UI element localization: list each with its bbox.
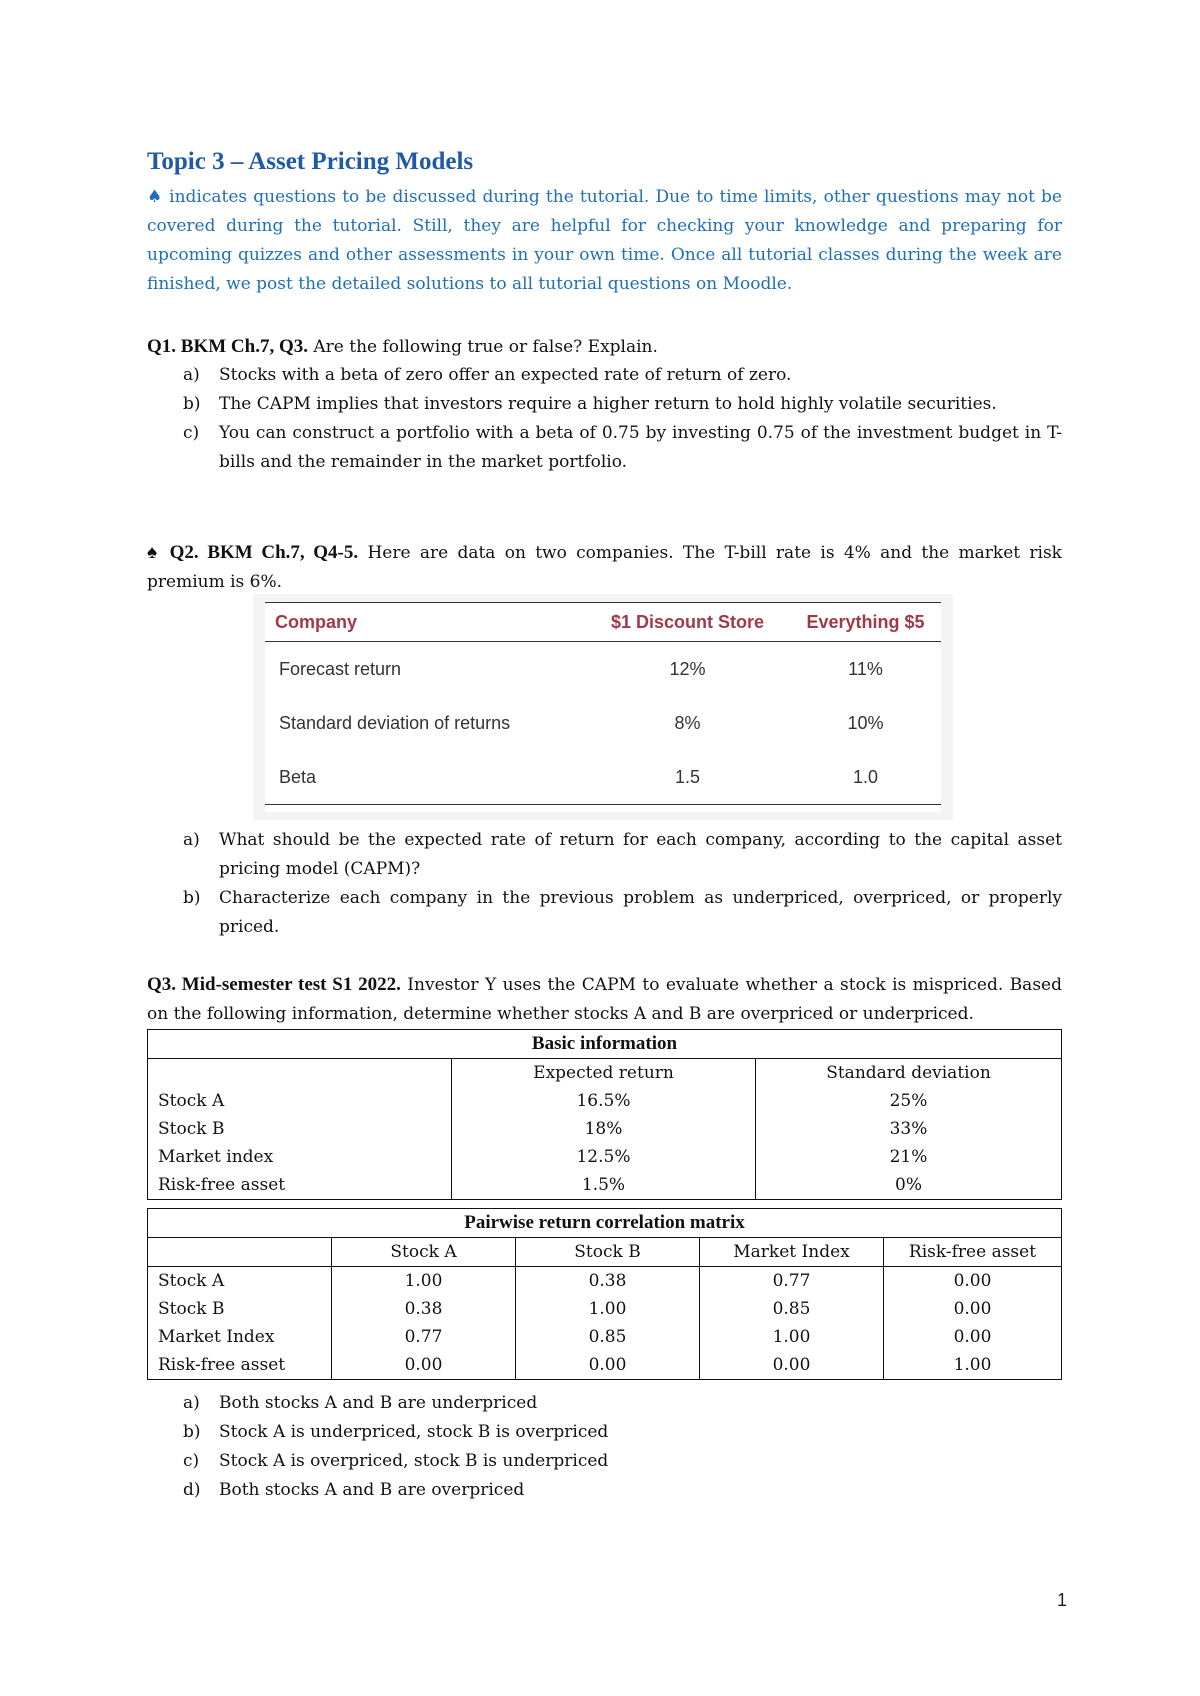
table-row: Risk-free asset 0.00 0.00 0.00 1.00 <box>148 1351 1062 1380</box>
list-item: d) Both stocks A and B are overpriced <box>183 1480 525 1500</box>
table-header-row: Stock A Stock B Market Index Risk-free asset <box>148 1238 1062 1267</box>
list-item: b) Characterize each company in the previous problem as underpriced, overpriced, or properly priced. <box>183 888 1062 937</box>
company-data-table <box>253 594 953 820</box>
list-item: a) Both stocks A and B are underpriced <box>183 1393 538 1413</box>
table-title: Basic information <box>148 1030 1062 1059</box>
table-row: Stock A 1.00 0.38 0.77 0.00 <box>148 1267 1062 1296</box>
page-number: 1 <box>1056 1590 1067 1610</box>
list-item: c) You can construct a portfolio with a beta of 0.75 by investing 0.75 of the investment budget in T-bills and the remainder in the market portfolio. <box>183 423 1062 472</box>
table-row: Risk-free asset 1.5% 0% <box>148 1171 1062 1200</box>
q3-options <box>183 1389 1062 1505</box>
table-row: Beta 1.5 1.0 <box>265 750 941 805</box>
q3-text: Investor Y uses the CAPM to evaluate whether a stock is mispriced. Based on the following information, determine whether stocks A and B are overpriced or underpriced. <box>147 975 1062 1024</box>
page-title: Topic 3 – Asset Pricing Models <box>147 148 474 175</box>
q2-items <box>183 826 1062 942</box>
q2-label: ♠ Q2. BKM Ch.7, Q4-5. <box>147 542 359 563</box>
q1-heading <box>147 332 1062 362</box>
table-row: Standard deviation of returns 8% 10% <box>279 712 884 733</box>
intro-paragraph: ♠ indicates questions to be discussed during the tutorial. Due to time limits, other questions may not be covered during the tutorial. Still, they are helpful for checking your knowledge and preparing for upcoming quizzes and other assessments in your own time. Once all tutorial classes during the week are finished, we post the detailed solutions to all tutorial questions on Moodle. <box>147 187 1062 294</box>
table-row: Stock A 16.5% 25% <box>148 1087 1062 1115</box>
document-page <box>147 0 1062 1696</box>
basic-information-table <box>147 1029 1062 1200</box>
correlation-matrix-table <box>147 1208 1062 1380</box>
q2-text: Here are data on two companies. The T-bill rate is 4% and the market risk premium is 6%. <box>147 543 1062 592</box>
table-row: Stock B 18% 33% <box>148 1115 1062 1143</box>
q1-label: Q1. BKM Ch.7, Q3. <box>147 336 308 357</box>
q2-heading <box>147 538 1062 597</box>
table-row: Forecast return 12% 11% <box>279 658 883 679</box>
list-item: a) Stocks with a beta of zero offer an expected rate of return of zero. <box>183 365 792 385</box>
list-item: b) The CAPM implies that investors require a higher return to hold highly volatile securities. <box>183 394 997 414</box>
table-row: Market index 12.5% 21% <box>148 1143 1062 1171</box>
table-title: Pairwise return correlation matrix <box>148 1209 1062 1238</box>
list-item: c) Stock A is overpriced, stock B is underpriced <box>183 1451 609 1471</box>
q1-text: Are the following true or false? Explain. <box>307 337 658 357</box>
table-header-row: Expected return Standard deviation <box>148 1059 1062 1088</box>
q3-label: Q3. Mid-semester test S1 2022. <box>147 974 401 995</box>
q1-items <box>183 361 1062 477</box>
q3-heading <box>147 970 1062 1029</box>
list-item: b) Stock A is underpriced, stock B is overpriced <box>183 1422 609 1442</box>
table-row: Stock B 0.38 1.00 0.85 0.00 <box>148 1295 1062 1323</box>
table-row: Market Index 0.77 0.85 1.00 0.00 <box>148 1323 1062 1351</box>
list-item: a) What should be the expected rate of return for each company, according to the capital asset pricing model (CAPM)? <box>183 830 1062 879</box>
table-header-row: Company $1 Discount Store Everything $5 <box>265 603 941 642</box>
